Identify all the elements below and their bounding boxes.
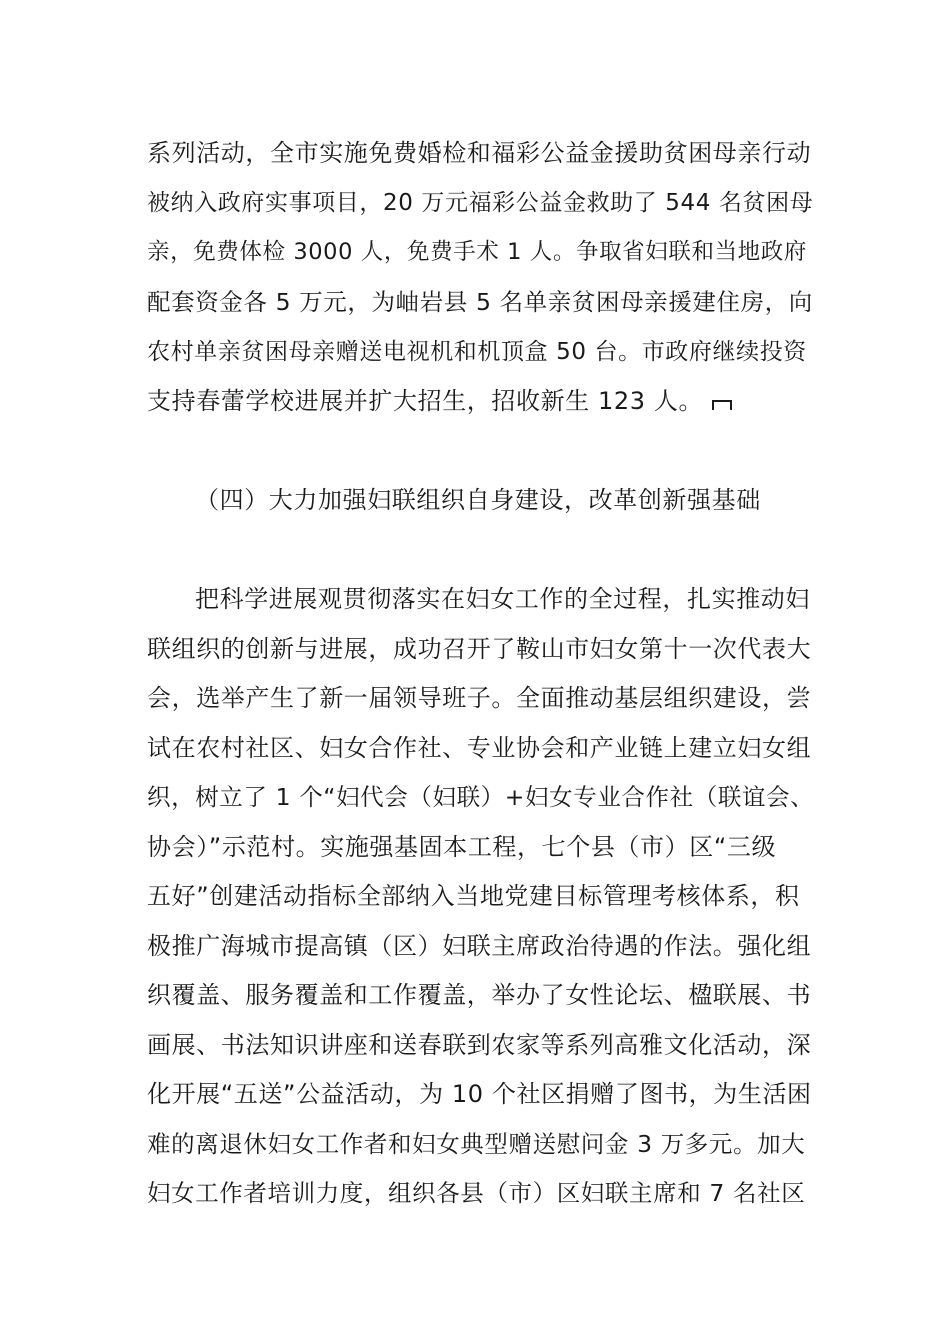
paragraph-line: 亲，免费体检 3000 人，免费手术 1 人。争取省妇联和当地政府: [147, 239, 807, 265]
paragraph-line: 协会）”示范村。实施强基固本工程，七个县（市）区“三级: [147, 833, 777, 861]
paragraph-line: 画展、书法知识讲座和送春联到农家等系列高雅文化活动，深: [147, 1031, 812, 1059]
paragraph-line: 被纳入政府实事项目，20 万元福彩公益金救助了 544 名贫困母: [147, 190, 814, 216]
paragraph-line-text: 支持春蕾学校进展并扩大招生，招收新生 123 人。: [147, 387, 704, 415]
section-heading: （四）大力加强妇联组织自身建设，改革创新强基础: [195, 486, 761, 514]
paragraph-line: 试在农村社区、妇女合作社、专业协会和产业链上建立妇女组: [147, 734, 812, 762]
paragraph-line: 把科学进展观贯彻落实在妇女工作的全过程，扎实推动妇: [195, 585, 810, 613]
paragraph-line: 会，选举产生了新一届领导班子。全面推动基层组织建设，尝: [147, 684, 812, 712]
paragraph-line: [147, 386, 817, 416]
paragraph-line: 配套资金各 5 万元，为岫岩县 5 名单亲贫困母亲援建住房，向: [147, 288, 813, 316]
paragraph-line: 妇女工作者培训力度，组织各县（市）区妇联主席和 7 名社区: [147, 1179, 806, 1207]
paragraph-line: 化开展“五送”公益活动，为 10 个社区捐赠了图书，为生活困: [147, 1080, 812, 1108]
paragraph-line: 农村单亲贫困母亲赠送电视机和机顶盒 50 台。市政府继续投资: [147, 339, 807, 365]
bracket-mark-icon: [711, 397, 733, 411]
paragraph-line: 织覆盖、服务覆盖和工作覆盖，举办了女性论坛、楹联展、书: [147, 981, 812, 1009]
paragraph-line: 五好”创建活动指标全部纳入当地党建目标管理考核体系，积: [147, 882, 800, 910]
paragraph-line: 极推广海城市提高镇（区）妇联主席政治待遇的作法。强化组: [147, 932, 812, 960]
paragraph-line: 联组织的创新与进展，成功召开了鞍山市妇女第十一次代表大: [147, 635, 812, 663]
paragraph-line: 织，树立了 1 个“妇代会（妇联）+妇女专业合作社（联谊会、: [147, 783, 815, 811]
paragraph-line: 系列活动，全市实施免费婚检和福彩公益金援助贫困母亲行动: [147, 139, 812, 167]
paragraph-line: 难的离退休妇女工作者和妇女典型赠送慰问金 3 万多元。加大: [147, 1130, 806, 1158]
